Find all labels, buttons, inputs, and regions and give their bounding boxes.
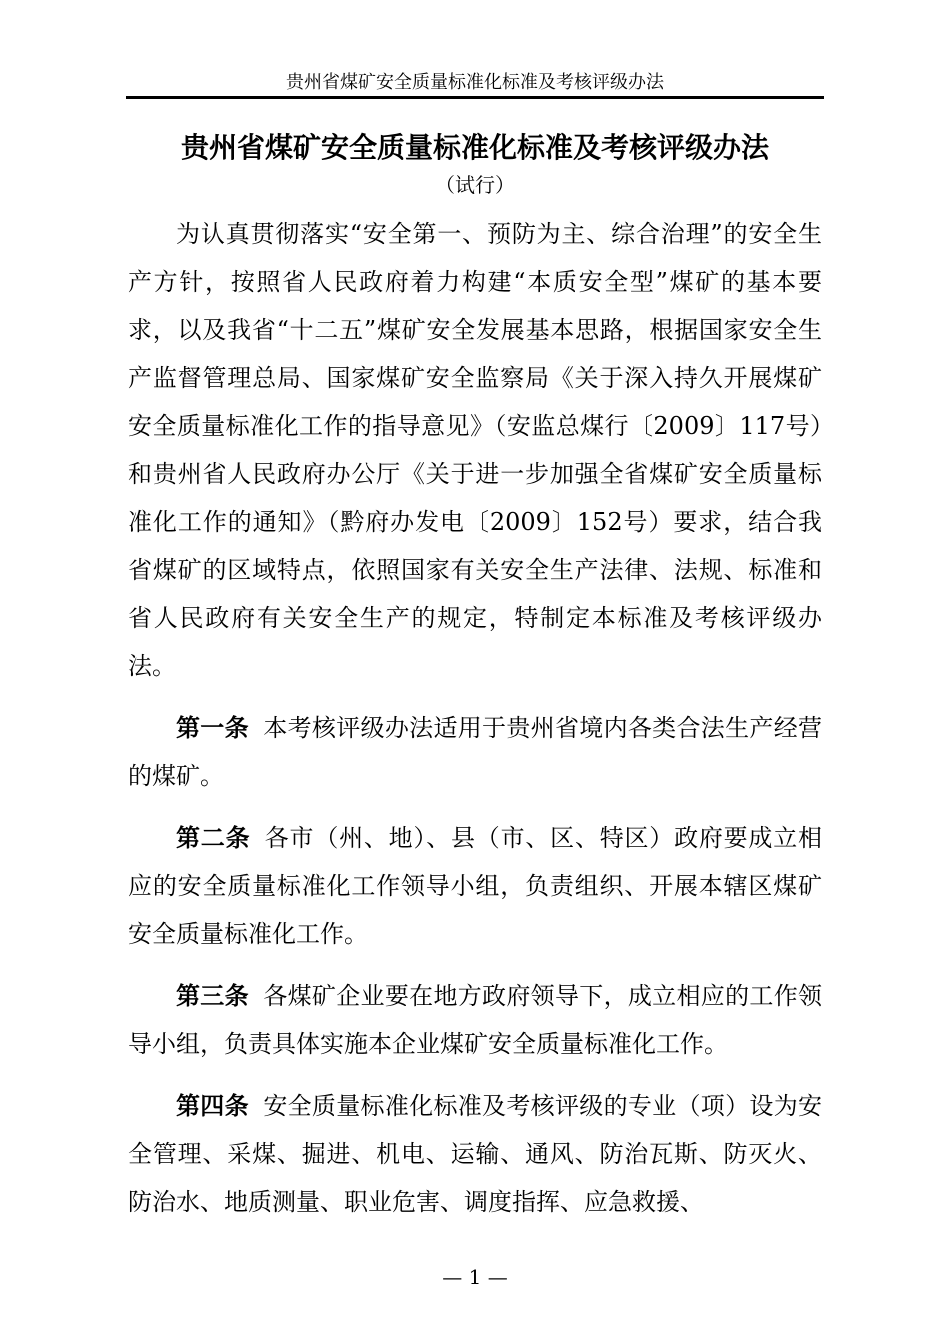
article-2 xyxy=(128,814,822,958)
article-3 xyxy=(128,972,822,1068)
document-title: 贵州省煤矿安全质量标准化标准及考核评级办法 xyxy=(180,131,769,164)
header-rule xyxy=(126,96,824,99)
article-1 xyxy=(128,704,822,800)
document-subtitle: （试行） xyxy=(435,173,515,197)
article-1-label: 第一条 xyxy=(176,714,249,742)
article-2-label: 第二条 xyxy=(176,824,251,852)
article-3-label: 第三条 xyxy=(176,982,249,1010)
article-3-text: 各煤矿企业要在地方政府领导下，成立相应的工作领导小组，负责具体实施本企业煤矿安全质量标准化工作。 xyxy=(128,982,823,1058)
article-4-text: 安全质量标准化标准及考核评级的专业（项）设为安全管理、采煤、掘进、机电、运输、通风、防治瓦斯、防灭火、防治水、地质测量、职业危害、调度指挥、应急救援、 xyxy=(128,1092,823,1216)
document-body xyxy=(128,210,822,1226)
article-2-text: 各市（州、地）、县（市、区、特区）政府要成立相应的安全质量标准化工作领导小组，负责组织、开展本辖区煤矿安全质量标准化工作。 xyxy=(128,824,823,948)
article-4-label: 第四条 xyxy=(176,1092,249,1120)
running-header: 贵州省煤矿安全质量标准化标准及考核评级办法 xyxy=(286,72,664,93)
preamble-paragraph: 为认真贯彻落实“安全第一、预防为主、综合治理”的安全生产方针，按照省人民政府着力构建“本质安全型”煤矿的基本要求，以及我省“十二五”煤矿安全发展基本思路，根据国家安全生产监督管理总局、国家煤矿安全监察局《关于深入持久开展煤矿安全质量标准化工作的指导意见》（安监总煤行〔2009〕117号）和贵州省人民政府办公厅《关于进一步加强全省煤矿安全质量标准化工作的通知》（黔府办发电〔2009〕152号）要求，结合我省煤矿的区域特点，依照国家有关安全生产法律、法规、标准和省人民政府有关安全生产的规定，特制定本标准及考核评级办法。 xyxy=(128,220,822,680)
article-4 xyxy=(128,1082,822,1226)
page-number: — 1 — xyxy=(442,1265,508,1289)
article-1-text: 本考核评级办法适用于贵州省境内各类合法生产经营的煤矿。 xyxy=(128,714,823,790)
